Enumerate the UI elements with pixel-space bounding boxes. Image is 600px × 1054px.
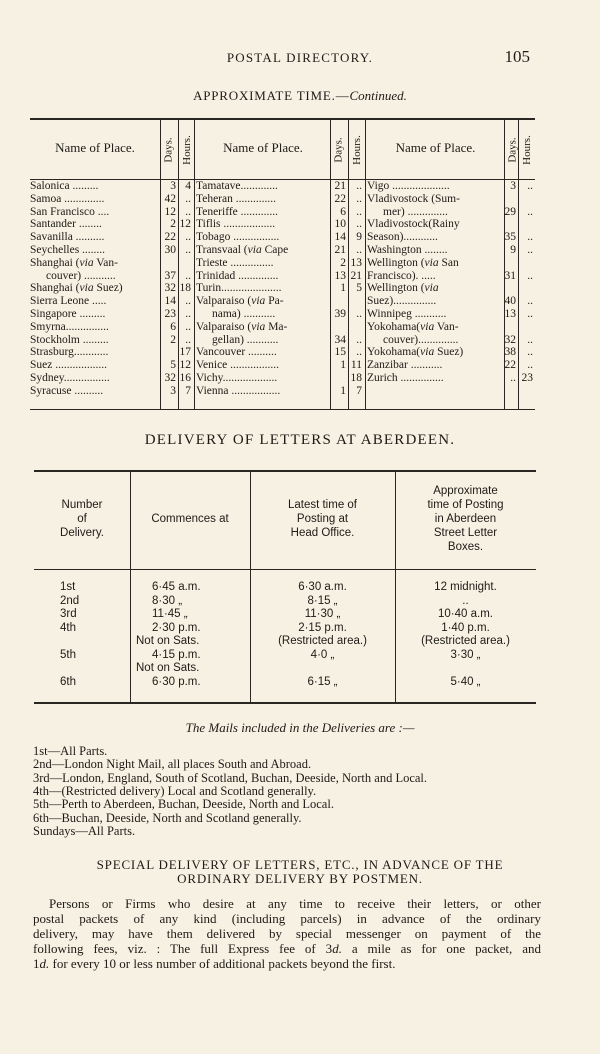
delivery-comm: Not on Sats. <box>136 662 200 674</box>
hours-value: .. <box>185 231 191 244</box>
delivery-approx: 10·40 a.m. <box>438 608 493 620</box>
delivery-approx: 1·40 p.m. <box>441 621 490 634</box>
hours-value: 11 <box>350 359 362 372</box>
hours-value: .. <box>527 308 533 320</box>
place-name: Savanilla .......... <box>30 232 105 244</box>
delivery-title: DELIVERY OF LETTERS AT ABERDEEN. <box>144 432 456 448</box>
days-value: 1 <box>340 282 346 295</box>
special-delivery-paragraph <box>33 896 541 971</box>
days-value: 2 <box>170 333 176 346</box>
days-value: 14 <box>334 231 346 244</box>
mails-item: 1st—All Parts. <box>33 744 108 758</box>
hours-value: .. <box>185 320 191 333</box>
days-value: 14 <box>164 295 176 308</box>
hours-value: 7 <box>356 384 362 397</box>
hours-value: .. <box>527 231 533 244</box>
days-value: 32 <box>164 282 176 295</box>
hours-value: 13 <box>350 256 362 269</box>
delivery-num: 3rd <box>60 608 77 620</box>
place-name: Washington ........ <box>367 245 448 256</box>
place-name: Suez)............... <box>367 296 437 308</box>
place-name: Venice ................. <box>196 360 280 372</box>
days-value: 5 <box>170 359 176 372</box>
days-value: 40 <box>504 295 516 308</box>
place-name: Samoa .............. <box>30 193 105 205</box>
hours-value: .. <box>356 244 362 256</box>
place-name: Season)............ <box>367 232 438 244</box>
hours-value: 5 <box>356 282 362 295</box>
place-name: Francisco). ..... <box>367 270 436 282</box>
hours-value: .. <box>527 180 533 192</box>
days-value: 13 <box>504 308 516 320</box>
hours-value: 12 <box>179 359 191 372</box>
hours-value: 4 <box>185 180 191 192</box>
days-value: 39 <box>334 308 346 320</box>
days-value: 1 <box>340 384 346 397</box>
delivery-latest: 6·15 „ <box>307 675 338 688</box>
hours-value: .. <box>185 269 191 282</box>
hours-value: 21 <box>350 269 362 282</box>
days-value: 37 <box>164 269 176 282</box>
place-name: Sydney................ <box>30 373 110 384</box>
hours-value: 7 <box>185 384 191 397</box>
mails-item: 6th—Buchan, Deeside, North and Scotland generally. <box>33 810 302 825</box>
hours-value: .. <box>356 346 362 359</box>
place-name: Strasburg............ <box>30 347 109 359</box>
place-name: Valparaiso (via Ma- <box>196 321 288 333</box>
hours-value: .. <box>527 346 533 359</box>
hours-value: .. <box>356 180 362 192</box>
delivery-comm: 6·45 a.m. <box>152 581 201 593</box>
place-name: Teneriffe ............. <box>196 206 279 218</box>
delivery-num: 1st <box>60 581 76 593</box>
place-name: Seychelles ........ <box>30 245 106 256</box>
days-value: 1 <box>340 359 346 372</box>
days-value: 21 <box>334 180 346 192</box>
days-value: 30 <box>164 244 176 256</box>
delivery-approx: 12 midnight. <box>434 581 497 593</box>
hours-value: .. <box>527 295 533 308</box>
place-name: Transvaal (via Cape <box>196 245 289 256</box>
hours-value: 12 <box>179 218 191 231</box>
delivery-comm: 11·45 „ <box>152 608 188 620</box>
place-name: Vichy................... <box>196 373 278 384</box>
delivery-row <box>34 648 536 662</box>
delivery-row <box>34 580 536 594</box>
days-header: Days. <box>162 137 175 163</box>
hours-value: .. <box>185 205 191 218</box>
hours-value: 16 <box>179 372 191 384</box>
place-name: San Francisco .... <box>30 206 110 218</box>
place-name: Shanghai (via Suez) <box>30 283 123 295</box>
special-text-line: Persons or Firms who desire at any time to receive their letters, or other <box>49 896 541 911</box>
number-header: Number of Delivery. <box>60 499 104 539</box>
special-delivery-title: SPECIAL DELIVERY OF LETTERS, ETC., IN ADVANCE OF THE ORDINARY DELIVERY BY POSTMEN. <box>96 857 504 886</box>
days-value: 2 <box>340 256 346 269</box>
hours-value: 18 <box>179 282 191 295</box>
days-value: 6 <box>170 320 176 333</box>
latest-header: Latest time of Posting at Head Office. <box>287 499 358 539</box>
delivery-latest: 2·15 p.m. <box>298 621 347 634</box>
special-text-line: postal packets of any kind (including parcels) in advance of the ordinary <box>33 911 541 926</box>
delivery-row <box>34 661 536 675</box>
days-value: 3 <box>510 180 516 192</box>
place-name: Vladivostock(Rainy <box>367 219 460 231</box>
place-name: Syracuse .......... <box>30 385 104 397</box>
days-value: 31 <box>504 269 516 282</box>
days-value: 42 <box>164 192 176 205</box>
mails-item: Sundays—All Parts. <box>33 823 136 838</box>
special-text-line: 1d. for every 10 or less number of additional packets beyond the first. <box>33 956 396 971</box>
commences-header: Commences at <box>151 513 229 525</box>
delivery-comm: 6·30 p.m. <box>152 675 201 688</box>
delivery-num: 5th <box>60 648 76 661</box>
delivery-latest: 6·30 a.m. <box>298 581 347 593</box>
days-value: 10 <box>334 218 346 231</box>
delivery-approx: .. <box>462 594 469 607</box>
days-value: 22 <box>504 359 516 372</box>
running-title: POSTAL DIRECTORY. <box>226 50 374 65</box>
hours-value: .. <box>527 244 533 256</box>
days-value: 2 <box>170 218 176 231</box>
place-name: nama) ........... <box>212 309 276 320</box>
place-name: Sierra Leone ..... <box>30 296 107 308</box>
hours-value: .. <box>527 205 533 218</box>
mails-caption: The Mails included in the Deliveries are :— <box>185 720 415 735</box>
place-name: Valparaiso (via Pa- <box>196 296 284 308</box>
place-name: Zurich ............... <box>367 373 444 384</box>
place-name: Santander ........ <box>30 219 102 231</box>
hours-value: .. <box>185 295 191 308</box>
delivery-num: 2nd <box>60 594 80 607</box>
days-value: 3 <box>170 180 176 192</box>
delivery-comm: 8·30 „ <box>152 594 183 607</box>
days-header: Days. <box>506 137 519 163</box>
hours-header: Hours. <box>180 135 193 165</box>
hours-value: .. <box>185 333 191 346</box>
place-name: Teheran .............. <box>196 193 276 205</box>
hours-value: .. <box>356 205 362 218</box>
running-header <box>0 47 600 72</box>
hours-value: .. <box>185 244 191 256</box>
name-of-place-header: Name of Place. <box>55 140 135 155</box>
delivery-table <box>34 470 536 704</box>
delivery-latest: 4·0 „ <box>310 648 335 661</box>
delivery-row <box>34 675 536 689</box>
days-value: 29 <box>504 205 516 218</box>
special-text-line: following fees, viz. : The full Express fee of 3d. a mile as for one packet, and <box>33 941 541 956</box>
column-rule <box>194 120 195 409</box>
place-name: Winnipeg ........... <box>367 309 447 320</box>
place-name: Zanzibar ........... <box>367 360 443 372</box>
mails-item: 2nd—London Night Mail, all places South and Abroad. <box>33 757 312 772</box>
hours-value: .. <box>356 218 362 231</box>
place-name: Tobago ................ <box>196 232 280 244</box>
name-of-place-header: Name of Place. <box>395 140 476 155</box>
delivery-latest: 8·15 „ <box>307 594 338 607</box>
place-name: Stockholm ......... <box>30 334 109 346</box>
days-header: Days. <box>332 137 345 163</box>
place-name: Wellington (via San <box>367 257 459 269</box>
place-name: Salonica ......... <box>30 181 99 192</box>
page-number: 105 <box>504 47 530 66</box>
days-value: 38 <box>504 346 516 359</box>
hours-value: 9 <box>356 231 362 244</box>
hours-value: .. <box>527 269 533 282</box>
place-name: Turin..................... <box>196 283 282 295</box>
hours-header: Hours. <box>520 135 533 165</box>
days-value: 32 <box>504 333 516 346</box>
place-name: Vigo .................... <box>367 181 450 192</box>
days-value: 34 <box>334 333 346 346</box>
approx-header: Approximate time of Posting in Aberdeen Street Letter Boxes. <box>427 485 504 553</box>
place-name: Tamatave............. <box>196 181 278 192</box>
name-of-place-header: Name of Place. <box>223 140 303 155</box>
place-name: Trinidad .............. <box>196 270 279 282</box>
header-rule <box>30 179 535 180</box>
delivery-row <box>34 594 536 608</box>
hours-header: Hours. <box>350 135 363 165</box>
mails-item: 4th—(Restricted delivery) Local and Scotland generally. <box>33 783 317 798</box>
place-name: gellan) ........... <box>212 334 279 346</box>
hours-value: 23 <box>521 372 533 384</box>
mails-item: 5th—Perth to Aberdeen, Buchan, Deeside, North and Local. <box>33 797 334 812</box>
delivery-comm: Not on Sats. <box>136 635 200 647</box>
delivery-approx: 3·30 „ <box>450 648 481 661</box>
hours-value: .. <box>356 308 362 320</box>
delivery-comm: 2·30 p.m. <box>152 621 201 634</box>
place-name: Singapore ......... <box>30 309 106 320</box>
days-value: 35 <box>504 231 516 244</box>
hours-value: .. <box>356 333 362 346</box>
place-time-table <box>30 118 535 410</box>
hours-value: .. <box>356 192 362 205</box>
delivery-num: 6th <box>60 675 76 688</box>
hours-value: .. <box>185 192 191 205</box>
days-value: 22 <box>164 231 176 244</box>
header-rule <box>34 569 536 570</box>
days-value: 3 <box>170 384 176 397</box>
approx-time-title: APPROXIMATE TIME.—Continued. <box>193 88 407 103</box>
delivery-latest: 11·30 „ <box>304 608 341 620</box>
days-value: 22 <box>334 192 346 205</box>
hours-value: .. <box>527 333 533 346</box>
place-name: Trieste ............... <box>196 257 274 269</box>
delivery-row <box>34 607 536 621</box>
delivery-approx: (Restricted area.) <box>421 635 510 647</box>
place-name: Smyrna............... <box>30 321 109 333</box>
place-name: couver) ........... <box>46 270 116 282</box>
hours-value: 17 <box>179 346 191 359</box>
place-name: Vancouver .......... <box>196 347 277 359</box>
days-value: 9 <box>510 244 516 256</box>
place-name: mer) .............. <box>383 206 448 218</box>
place-name: Wellington (via <box>367 283 439 295</box>
days-value: 23 <box>164 308 176 320</box>
delivery-approx: 5·40 „ <box>450 675 481 688</box>
delivery-row <box>34 634 536 648</box>
days-value: 13 <box>334 269 346 282</box>
place-name: Suez .................. <box>30 360 107 372</box>
place-name: Vladivostock (Sum- <box>367 193 460 205</box>
delivery-latest: (Restricted area.) <box>278 635 367 647</box>
hours-value: .. <box>527 359 533 372</box>
hours-value: .. <box>185 308 191 320</box>
place-name: couver).............. <box>383 334 459 346</box>
hours-value: 18 <box>350 372 362 384</box>
place-name: Shanghai (via Van- <box>30 257 118 269</box>
column-rule <box>365 120 366 409</box>
delivery-comm: 4·15 p.m. <box>152 648 201 661</box>
place-name: Yokohama(via Van- <box>367 321 459 333</box>
delivery-num: 4th <box>60 621 76 634</box>
delivery-row <box>34 621 536 635</box>
days-value: 12 <box>164 205 176 218</box>
place-name: Vienna ................. <box>196 385 281 397</box>
days-value: 32 <box>164 372 176 384</box>
days-value: 21 <box>334 244 346 256</box>
special-text-line: delivery, may have them delivered by special messenger on payment of the <box>33 926 541 941</box>
days-value: 6 <box>340 205 346 218</box>
place-name: Yokohama(via Suez) <box>367 347 464 359</box>
days-value: 15 <box>334 346 346 359</box>
days-value: .. <box>510 372 516 384</box>
mails-item: 3rd—London, England, South of Scotland, Buchan, Deeside, North and Local. <box>33 770 428 785</box>
place-name: Tiflis .................. <box>196 219 276 231</box>
